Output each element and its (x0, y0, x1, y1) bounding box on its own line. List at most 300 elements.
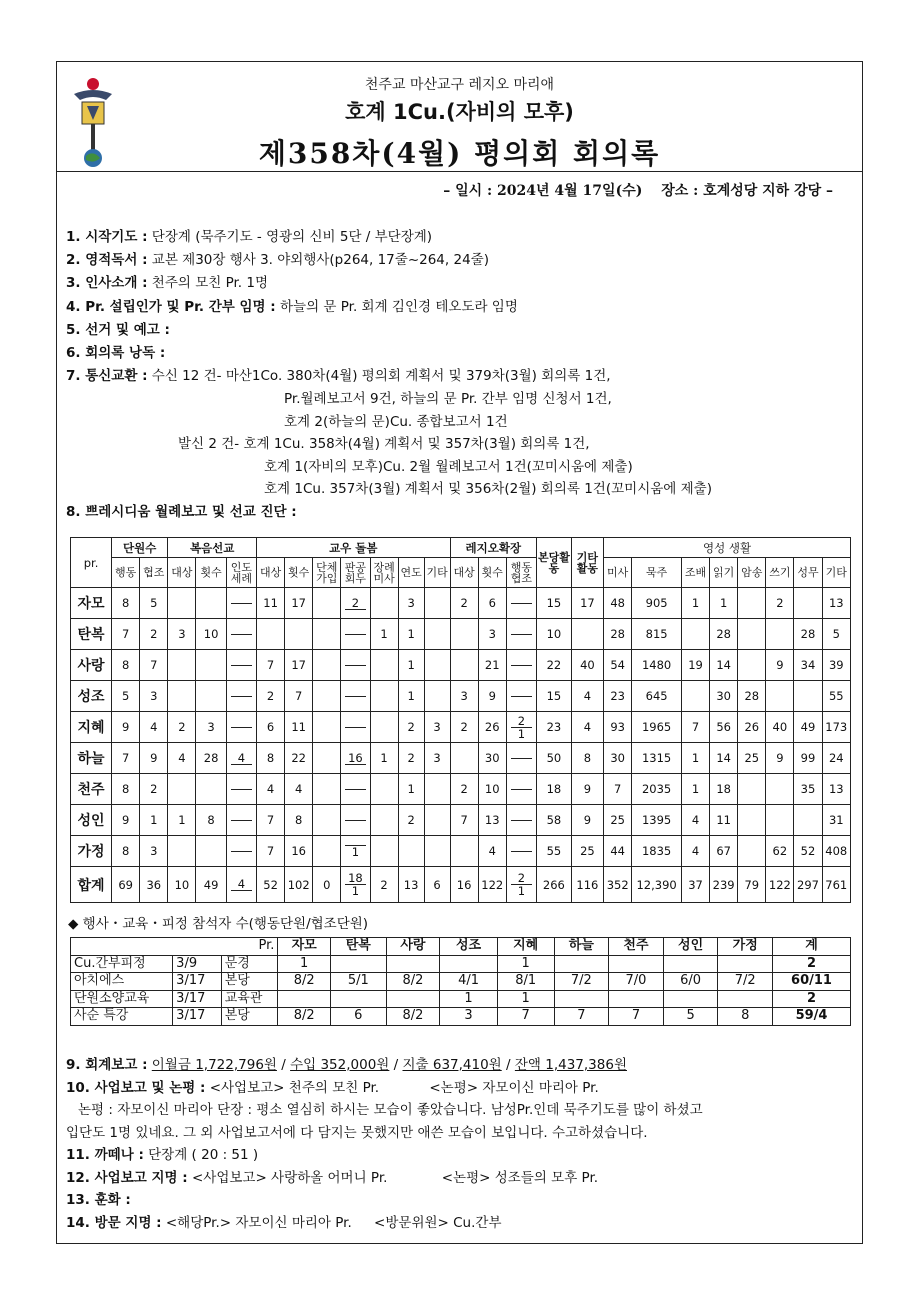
cell-gp (341, 681, 370, 712)
cell-ld: 3 (450, 681, 478, 712)
cell-value-top (231, 777, 252, 790)
cell-amsong: 79 (738, 867, 766, 903)
attendance-count: 4/1 (440, 973, 498, 991)
table-row (71, 867, 851, 903)
cell-gg (424, 588, 450, 619)
cell-jobae: 1 (681, 743, 709, 774)
cell-hj: 1 (140, 805, 168, 836)
attendance-event: 아치에스 (71, 973, 173, 991)
attendance-count: 7 (497, 1008, 554, 1026)
cell-sseugi: 122 (766, 867, 794, 903)
cell-jobae: 37 (681, 867, 709, 903)
cell-misa: 30 (604, 743, 632, 774)
cell-gp (341, 743, 370, 774)
cell-gdc (313, 712, 341, 743)
presidium-name: 탄복 (71, 619, 112, 650)
cell-value-bottom (341, 790, 369, 802)
cell-hd: 9 (112, 712, 140, 743)
visit-committee: <방문위원> Cu.간부 (374, 1214, 502, 1231)
presidium-name: 성조 (71, 681, 112, 712)
attendance-count: 8/2 (278, 973, 331, 991)
attendance-total: 60/11 (773, 973, 851, 991)
cell-gg (424, 774, 450, 805)
cell-amsong (738, 619, 766, 650)
cell-gh: 22 (285, 743, 313, 774)
item-text: 수신 12 건- 마산1Co. 380차(4월) 평의회 계획서 및 379차(3월) 회의록 1건, (147, 368, 611, 385)
header-3: 사랑 (386, 938, 440, 956)
income-amount: 수입 352,000원 (290, 1057, 390, 1073)
cell-value-top: 2 (511, 872, 532, 885)
cell-gj (370, 588, 398, 619)
cell-amsong (738, 805, 766, 836)
cell-bh: 8 (196, 805, 226, 836)
cell-gg: 3 (424, 712, 450, 743)
col-g-yeondo: 연도 (398, 558, 424, 588)
cell-bd (168, 836, 196, 867)
cell-gy: 1 (398, 619, 424, 650)
cell-value-bottom (227, 821, 256, 833)
cell-bi (226, 712, 256, 743)
cell-bh: 10 (196, 619, 226, 650)
cell-ilgi: 1 (710, 588, 738, 619)
cell-value-bottom (507, 790, 536, 802)
attendance-count (440, 955, 498, 973)
attendance-count: 8 (718, 1008, 773, 1026)
cell-amsong (738, 650, 766, 681)
cell-value-bottom (227, 790, 256, 802)
cell-ilgi: 14 (710, 650, 738, 681)
cell-gd: 2 (257, 681, 285, 712)
cell-value-bottom (507, 635, 536, 647)
cell-bon: 23 (537, 712, 572, 743)
item-text: 단장계 (묵주기도 - 영광의 신비 5단 / 부단장계) (147, 229, 433, 245)
col-l-hoetsu: 횟수 (478, 558, 506, 588)
cell-ilgi: 18 (710, 774, 738, 805)
col-haengdong: 행동 (112, 558, 140, 588)
table-row (71, 588, 851, 619)
cell-gp (341, 774, 370, 805)
cell-mukju: 1395 (632, 805, 682, 836)
cell-seongmu (794, 681, 822, 712)
cell-gg (424, 805, 450, 836)
attendance-place: 본당 (221, 1008, 278, 1026)
table-row (71, 712, 851, 743)
item-label: 8. 쁘레시디움 월례보고 및 선교 진단 : (66, 503, 297, 520)
col-y-amsong: 암송 (738, 558, 766, 588)
cell-bi (226, 650, 256, 681)
cell-gita: 25 (571, 836, 603, 867)
cell-ygita: 39 (822, 650, 850, 681)
table-row (71, 805, 851, 836)
cell-bd: 3 (168, 619, 196, 650)
cell-ygita: 5 (822, 619, 850, 650)
col-y-sseugi: 쓰기 (766, 558, 794, 588)
meeting-place: 장소 : 호계성당 지하 강당 – (661, 183, 833, 199)
cell-bon: 15 (537, 681, 572, 712)
cell-gd (257, 619, 285, 650)
cell-hd: 7 (112, 619, 140, 650)
item-label: 7. 통신교환 : (66, 368, 148, 385)
cell-seongmu (794, 805, 822, 836)
item-text: 천주의 모친 Pr. 1명 (147, 275, 268, 292)
cell-ld: 7 (450, 805, 478, 836)
col-g-daesang: 대상 (257, 558, 285, 588)
cell-bon: 55 (537, 836, 572, 867)
cell-misa: 352 (604, 867, 632, 903)
item-text: 교본 제30장 행사 3. 야외행사(p264, 17줄~264, 24줄) (147, 252, 489, 269)
cell-hj: 36 (140, 867, 168, 903)
correspondence-line: Pr.월례보고서 9건, 하늘의 문 Pr. 간부 임명 신청서 1건, (284, 391, 612, 408)
cell-gdc (313, 650, 341, 681)
correspondence-line: 호계 2(하늘의 문)Cu. 종합보고서 1건 (284, 413, 508, 430)
attendance-date: 3/17 (173, 1008, 222, 1026)
cell-value-bottom (227, 635, 256, 647)
cell-hd: 8 (112, 836, 140, 867)
cell-bi (226, 619, 256, 650)
cell-gj: 2 (370, 867, 398, 903)
cell-hj: 5 (140, 588, 168, 619)
cell-bon: 50 (537, 743, 572, 774)
cell-sseugi (766, 681, 794, 712)
cell-gh: 17 (285, 588, 313, 619)
cell-hd: 8 (112, 774, 140, 805)
attendance-header-row (71, 938, 851, 956)
cell-misa: 44 (604, 836, 632, 867)
cell-value-top (231, 839, 252, 852)
col-y-gita: 기타 (822, 558, 850, 588)
cell-bi (226, 867, 256, 903)
cell-gp (341, 805, 370, 836)
cell-value-top (511, 808, 532, 821)
header-10: 계 (773, 938, 851, 956)
cell-gdc (313, 588, 341, 619)
attendance-place: 문경 (221, 955, 278, 973)
group-danwon: 단원수 (112, 538, 168, 558)
cell-value-top (511, 746, 532, 759)
attendance-place: 본당 (221, 973, 278, 991)
table-row (71, 650, 851, 681)
presidium-name: 성인 (71, 805, 112, 836)
cell-value-top (511, 839, 532, 852)
group-yeongseong: 영성 생활 (604, 538, 851, 558)
cell-gj (370, 805, 398, 836)
cell-gy: 2 (398, 805, 424, 836)
cell-gg: 3 (424, 743, 450, 774)
cell-value-bottom (227, 852, 256, 864)
item-label: 6. 회의록 낭독 : (66, 344, 166, 361)
cell-gdc (313, 619, 341, 650)
cell-lh: 4 (478, 836, 506, 867)
next-report-line (66, 1167, 856, 1190)
cell-bi (226, 774, 256, 805)
presidium-name: 천주 (71, 774, 112, 805)
cell-value-top: 2 (511, 715, 532, 728)
cell-gy: 2 (398, 712, 424, 743)
attendance-count: 8/2 (386, 973, 440, 991)
cell-jobae (681, 619, 709, 650)
col-b-hoetsu: 횟수 (196, 558, 226, 588)
cell-gdc (313, 774, 341, 805)
cell-gh: 17 (285, 650, 313, 681)
visit-line (66, 1212, 856, 1235)
attendance-count (278, 990, 331, 1008)
header-9: 가정 (718, 938, 773, 956)
cell-gd: 8 (257, 743, 285, 774)
cell-value-top (231, 591, 252, 604)
attendance-count: 7 (609, 1008, 664, 1026)
group-bokeum: 복음선교 (168, 538, 257, 558)
cell-lh: 21 (478, 650, 506, 681)
cell-value-bottom (227, 604, 256, 616)
report-target: <사업보고> 천주의 모친 Pr. (205, 1079, 380, 1096)
presidium-report-table (70, 537, 851, 903)
cell-gj: 1 (370, 619, 398, 650)
presidium-name: 합계 (71, 867, 112, 903)
presidium-name: 사랑 (71, 650, 112, 681)
cell-gita: 4 (571, 712, 603, 743)
cell-jobae: 4 (681, 836, 709, 867)
attendance-table (70, 937, 851, 1026)
accounting-line: 9. 회계보고 : 이월금 1,722,796원 / 수입 352,000원 / 지출 637,410원 / 잔액 1,437,386원 (66, 1057, 627, 1073)
attendance-count (386, 990, 440, 1008)
cell-bd: 4 (168, 743, 196, 774)
cell-ld (450, 619, 478, 650)
attendance-row (71, 955, 851, 973)
cell-lh: 9 (478, 681, 506, 712)
cell-hj: 3 (140, 681, 168, 712)
cell-mukju: 1835 (632, 836, 682, 867)
attendance-count: 1 (278, 955, 331, 973)
cell-misa: 48 (604, 588, 632, 619)
cell-value-top (511, 591, 532, 604)
cell-jobae: 19 (681, 650, 709, 681)
cell-seongmu: 28 (794, 619, 822, 650)
cell-gh (285, 619, 313, 650)
cell-ld (450, 650, 478, 681)
cell-gg (424, 681, 450, 712)
cell-seongmu: 99 (794, 743, 822, 774)
cell-ygita: 55 (822, 681, 850, 712)
cell-bi (226, 681, 256, 712)
cell-value-bottom (507, 852, 536, 864)
agenda-item-8 (66, 501, 856, 524)
cell-misa: 23 (604, 681, 632, 712)
cell-mukju: 1480 (632, 650, 682, 681)
cell-misa: 93 (604, 712, 632, 743)
cell-value-bottom (507, 604, 536, 616)
cell-hj: 2 (140, 619, 168, 650)
cell-mukju: 12,390 (632, 867, 682, 903)
cell-value-top (511, 777, 532, 790)
cell-bh (196, 650, 226, 681)
cell-ilgi: 28 (710, 619, 738, 650)
cell-value-top: 2 (345, 597, 365, 610)
cell-sseugi (766, 805, 794, 836)
col-y-misa: 미사 (604, 558, 632, 588)
cell-ygita: 24 (822, 743, 850, 774)
cell-ilgi: 30 (710, 681, 738, 712)
cell-lhd (506, 805, 536, 836)
cell-ilgi: 14 (710, 743, 738, 774)
agenda-item-4 (66, 296, 856, 319)
cell-value-bottom (341, 666, 369, 678)
cell-gd: 4 (257, 774, 285, 805)
group-gyou: 교우 돌봄 (257, 538, 451, 558)
cell-gh: 102 (285, 867, 313, 903)
cell-bh: 3 (196, 712, 226, 743)
attendance-count: 8/2 (386, 1008, 440, 1026)
cell-gita: 9 (571, 805, 603, 836)
col-y-seongmu: 성무 (794, 558, 822, 588)
cell-bh (196, 588, 226, 619)
table-row (71, 836, 851, 867)
cell-value-bottom: 1 (517, 884, 526, 898)
cell-ld (450, 743, 478, 774)
cell-seongmu (794, 588, 822, 619)
cell-gj (370, 774, 398, 805)
col-hyeopjo: 협조 (140, 558, 168, 588)
expense-amount: 지출 637,410원 (402, 1057, 502, 1073)
cell-gp (341, 712, 370, 743)
cell-bon: 18 (537, 774, 572, 805)
visit-target: <해당Pr.> 자모이신 마리아 Pr. (161, 1214, 352, 1231)
cell-gj (370, 650, 398, 681)
cell-bon: 10 (537, 619, 572, 650)
cell-ygita: 173 (822, 712, 850, 743)
meeting-date-place (429, 180, 833, 200)
attendance-total: 59/4 (773, 1008, 851, 1026)
cell-gg: 6 (424, 867, 450, 903)
attendance-count: 8/1 (497, 973, 554, 991)
cell-misa: 25 (604, 805, 632, 836)
cell-gita: 9 (571, 774, 603, 805)
cell-ld: 2 (450, 774, 478, 805)
business-report-line (66, 1077, 856, 1100)
balance-amount: 잔액 1,437,386원 (514, 1057, 627, 1073)
cell-value-top (231, 653, 252, 666)
cell-value-top (345, 653, 365, 666)
attendance-count: 5/1 (330, 973, 386, 991)
cell-amsong: 25 (738, 743, 766, 774)
cell-gd: 11 (257, 588, 285, 619)
table-row (71, 681, 851, 712)
item-label: 2. 영적독서 : (66, 252, 148, 269)
agenda-item-7 (66, 365, 856, 388)
item-text: 하늘의 문 Pr. 회계 김인경 테오도라 임명 (275, 298, 518, 315)
cell-ld: 2 (450, 712, 478, 743)
cell-bd (168, 650, 196, 681)
cell-gd: 7 (257, 836, 285, 867)
cell-jobae: 7 (681, 712, 709, 743)
cell-gg (424, 619, 450, 650)
attendance-count (718, 955, 773, 973)
table-row (71, 743, 851, 774)
agenda-item-6 (66, 342, 856, 365)
col-g-gita: 기타 (424, 558, 450, 588)
cell-value-bottom (507, 666, 536, 678)
cell-hd: 8 (112, 650, 140, 681)
cell-gdc: 0 (313, 867, 341, 903)
cell-ld: 2 (450, 588, 478, 619)
cell-gdc (313, 681, 341, 712)
cell-gg (424, 650, 450, 681)
cell-value-top (511, 653, 532, 666)
attendance-count: 8/2 (278, 1008, 331, 1026)
cell-bon: 22 (537, 650, 572, 681)
cell-ygita: 408 (822, 836, 850, 867)
cell-value-bottom (341, 697, 369, 709)
catena-line (66, 1144, 856, 1167)
cell-bh: 28 (196, 743, 226, 774)
review-target: <논평> 자모이신 마리아 Pr. (429, 1079, 599, 1096)
cell-value-bottom (227, 728, 256, 740)
col-y-mukju: 묵주 (632, 558, 682, 588)
cell-bd: 2 (168, 712, 196, 743)
col-g-panggong: 판공회두 (341, 558, 370, 588)
item-label: 11. 까떼나 : (66, 1147, 144, 1163)
attendance-count: 7/2 (554, 973, 609, 991)
item-label: 12. 사업보고 지명 : (66, 1169, 188, 1186)
col-y-jobae: 조배 (681, 558, 709, 588)
agenda-item-2 (66, 249, 856, 272)
attendance-count: 3 (440, 1008, 498, 1026)
cell-seongmu: 52 (794, 836, 822, 867)
cell-value-top (511, 622, 532, 635)
cell-bd: 10 (168, 867, 196, 903)
agenda-item-3 (66, 272, 856, 295)
attendance-row (71, 1008, 851, 1026)
cell-gita: 40 (571, 650, 603, 681)
cell-value-top: 16 (345, 752, 365, 765)
cell-seongmu: 35 (794, 774, 822, 805)
attendance-count: 7 (554, 1008, 609, 1026)
attendance-count: 1 (440, 990, 498, 1008)
cell-amsong: 28 (738, 681, 766, 712)
next-report-target: <사업보고> 사랑하올 어머니 Pr. (187, 1169, 388, 1186)
attendance-count (554, 955, 609, 973)
cell-ld: 16 (450, 867, 478, 903)
cell-jobae: 1 (681, 774, 709, 805)
cell-gh: 11 (285, 712, 313, 743)
agenda-item-5 (66, 319, 856, 342)
cell-gj (370, 681, 398, 712)
presidium-name: 하늘 (71, 743, 112, 774)
cell-gp (341, 650, 370, 681)
table-row (71, 619, 851, 650)
cell-value-bottom: 1 (351, 844, 360, 859)
col-b-daesang: 대상 (168, 558, 196, 588)
cell-amsong (738, 774, 766, 805)
cell-value-top: 4 (231, 878, 252, 891)
cell-ilgi: 239 (710, 867, 738, 903)
attendance-count: 6/0 (663, 973, 718, 991)
attendance-count (663, 990, 718, 1008)
header-5: 지혜 (497, 938, 554, 956)
homily-line (66, 1189, 856, 1212)
cell-sseugi (766, 619, 794, 650)
cell-hj: 7 (140, 650, 168, 681)
cell-value-top (231, 715, 252, 728)
header-2: 탄복 (330, 938, 386, 956)
cell-lhd (506, 588, 536, 619)
item-label: 10. 사업보고 및 논평 : (66, 1079, 206, 1096)
cell-gh: 16 (285, 836, 313, 867)
cell-gh: 7 (285, 681, 313, 712)
cell-bon: 58 (537, 805, 572, 836)
cell-value-top (231, 622, 252, 635)
cell-gy: 1 (398, 774, 424, 805)
item-label: 4. Pr. 설립인가 및 Pr. 간부 임명 : (66, 298, 276, 315)
